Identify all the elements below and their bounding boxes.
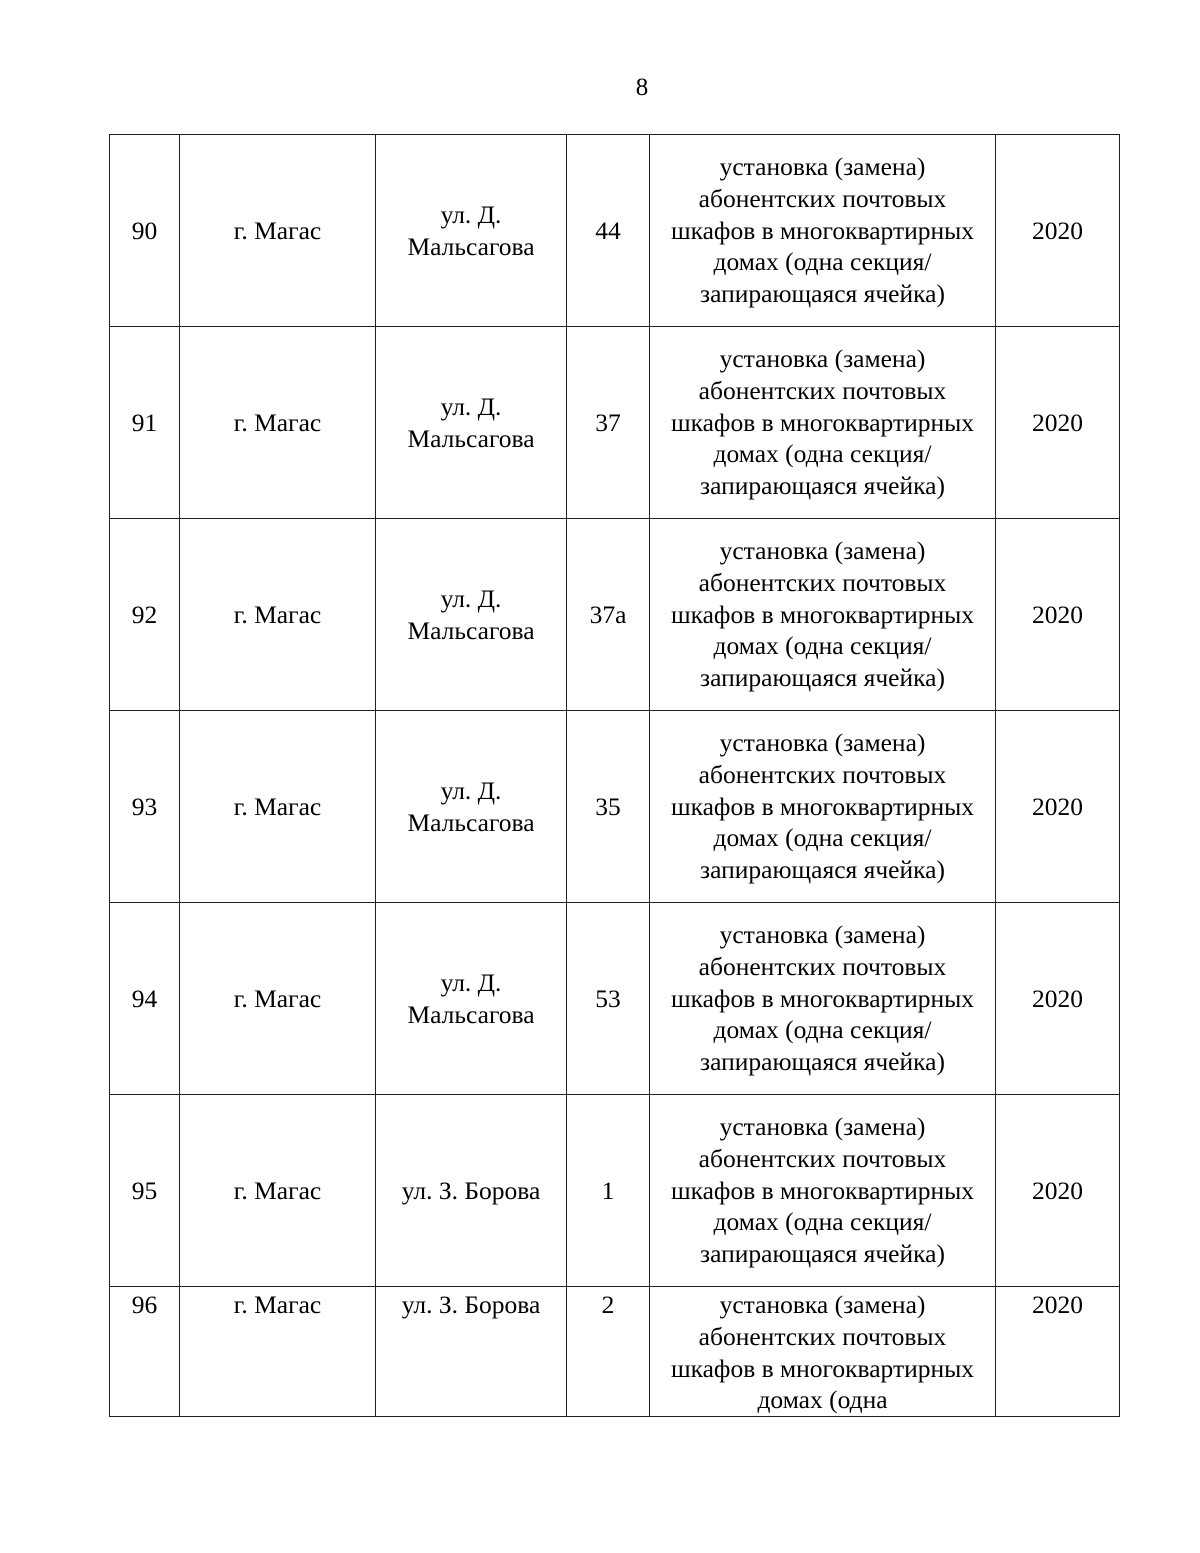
work-description-cell: установка (замена) абонентских почтовых шкафов в многоквартирных домах (одна секция/запирающаяся ячейка) xyxy=(650,135,996,327)
city-cell: г. Магас xyxy=(180,519,376,711)
table-row xyxy=(110,1095,1120,1287)
city-cell: г. Магас xyxy=(180,135,376,327)
city-cell: г. Магас xyxy=(180,1095,376,1287)
work-description-cell: установка (замена) абонентских почтовых шкафов в многоквартирных домах (одна секция/запирающаяся ячейка) xyxy=(650,327,996,519)
row-number: 95 xyxy=(110,1095,180,1287)
street-cell: ул. Д. Мальсагова xyxy=(376,903,567,1095)
year-cell: 2020 xyxy=(996,135,1120,327)
row-number: 91 xyxy=(110,327,180,519)
city-cell: г. Магас xyxy=(180,327,376,519)
work-description-cell: установка (замена) абонентских почтовых шкафов в многоквартирных домах (одна секция/запирающаяся ячейка) xyxy=(650,903,996,1095)
year-cell: 2020 xyxy=(996,1287,1120,1417)
year-cell: 2020 xyxy=(996,519,1120,711)
house-number-cell: 2 xyxy=(567,1287,650,1417)
year-cell: 2020 xyxy=(996,327,1120,519)
row-number: 96 xyxy=(110,1287,180,1417)
street-cell: ул. Д. Мальсагова xyxy=(376,135,567,327)
house-number-cell: 53 xyxy=(567,903,650,1095)
year-cell: 2020 xyxy=(996,1095,1120,1287)
row-number: 94 xyxy=(110,903,180,1095)
row-number: 92 xyxy=(110,519,180,711)
year-cell: 2020 xyxy=(996,711,1120,903)
city-cell: г. Магас xyxy=(180,1287,376,1417)
row-number: 90 xyxy=(110,135,180,327)
table-row xyxy=(110,903,1120,1095)
work-description-cell: установка (замена) абонентских почтовых шкафов в многоквартирных домах (одна секция/запирающаяся ячейка) xyxy=(650,519,996,711)
table-row xyxy=(110,1287,1120,1417)
page-number: 8 xyxy=(635,74,649,101)
table-row xyxy=(110,519,1120,711)
street-cell: ул. Д. Мальсагова xyxy=(376,711,567,903)
table-row xyxy=(110,327,1120,519)
table-row xyxy=(110,711,1120,903)
house-number-cell: 44 xyxy=(567,135,650,327)
work-description-cell: установка (замена) абонентских почтовых шкафов в многоквартирных домах (одна xyxy=(650,1287,996,1417)
house-number-cell: 37 xyxy=(567,327,650,519)
address-table xyxy=(109,134,1120,1417)
street-cell: ул. З. Борова xyxy=(376,1095,567,1287)
street-cell: ул. Д. Мальсагова xyxy=(376,519,567,711)
work-description-cell: установка (замена) абонентских почтовых шкафов в многоквартирных домах (одна секция/запирающаяся ячейка) xyxy=(650,711,996,903)
city-cell: г. Магас xyxy=(180,903,376,1095)
street-cell: ул. Д. Мальсагова xyxy=(376,327,567,519)
street-cell: ул. З. Борова xyxy=(376,1287,567,1417)
table-row xyxy=(110,135,1120,327)
house-number-cell: 1 xyxy=(567,1095,650,1287)
work-description-cell: установка (замена) абонентских почтовых шкафов в многоквартирных домах (одна секция/запирающаяся ячейка) xyxy=(650,1095,996,1287)
house-number-cell: 35 xyxy=(567,711,650,903)
row-number: 93 xyxy=(110,711,180,903)
house-number-cell: 37а xyxy=(567,519,650,711)
year-cell: 2020 xyxy=(996,903,1120,1095)
city-cell: г. Магас xyxy=(180,711,376,903)
